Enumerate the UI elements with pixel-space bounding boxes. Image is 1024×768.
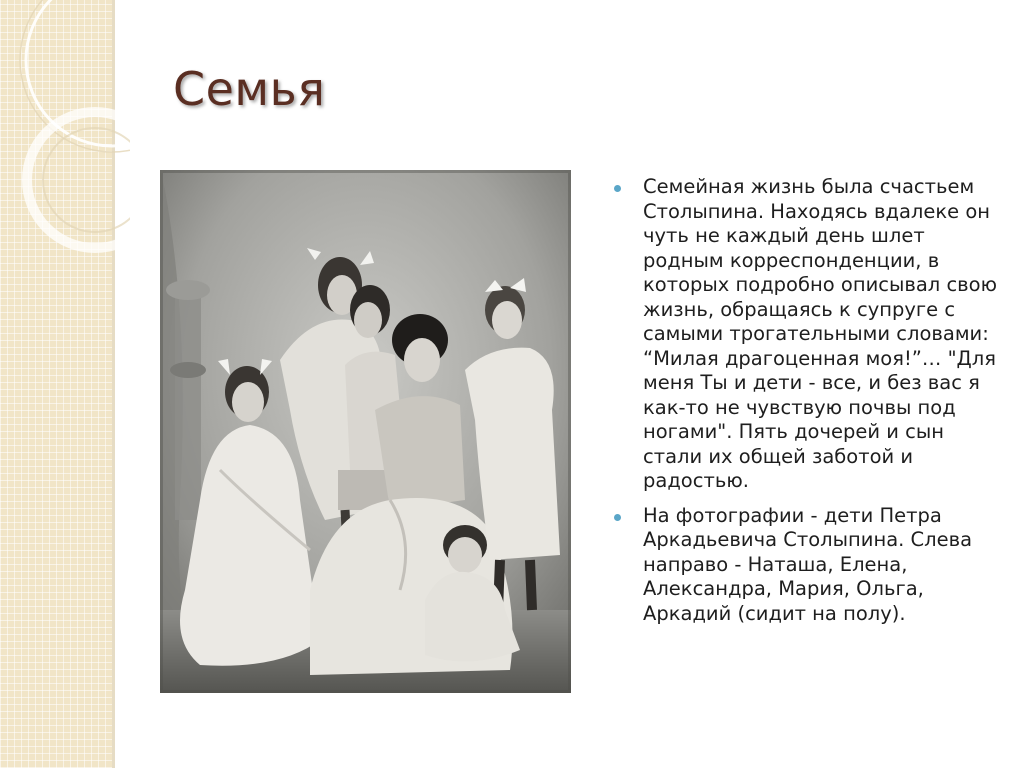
bullet-list: [612, 175, 1004, 636]
bullet-text: На фотографии - дети Петра Аркадьевича Столыпина. Слева направо - Наташа, Елена, Александра, Мария, Ольга, Аркадий (сидит на полу).: [643, 503, 973, 625]
bullet-text: Семейная жизнь была счастьем Столыпина. Находясь вдалеке он чуть не каждый день шлет родным корреспонденции, в которых подробно описывал свою жизнь, обращаясь к супруге с самыми трогательными словами: “Милая драгоценная моя!”… "Для меня Ты и дети - все, и без вас я как-то не чувствую почвы под ногами". Пять дочерей и сын стали их общей заботой и радостью.: [643, 175, 998, 492]
bullet-icon: [614, 185, 621, 192]
decorative-rings-icon: [0, 0, 130, 260]
family-portrait-photo: [160, 170, 571, 693]
slide-title: Семья: [173, 62, 326, 116]
bullet-icon: [614, 514, 621, 521]
bullet-item: [612, 175, 1004, 494]
bullet-item: [612, 504, 1004, 627]
